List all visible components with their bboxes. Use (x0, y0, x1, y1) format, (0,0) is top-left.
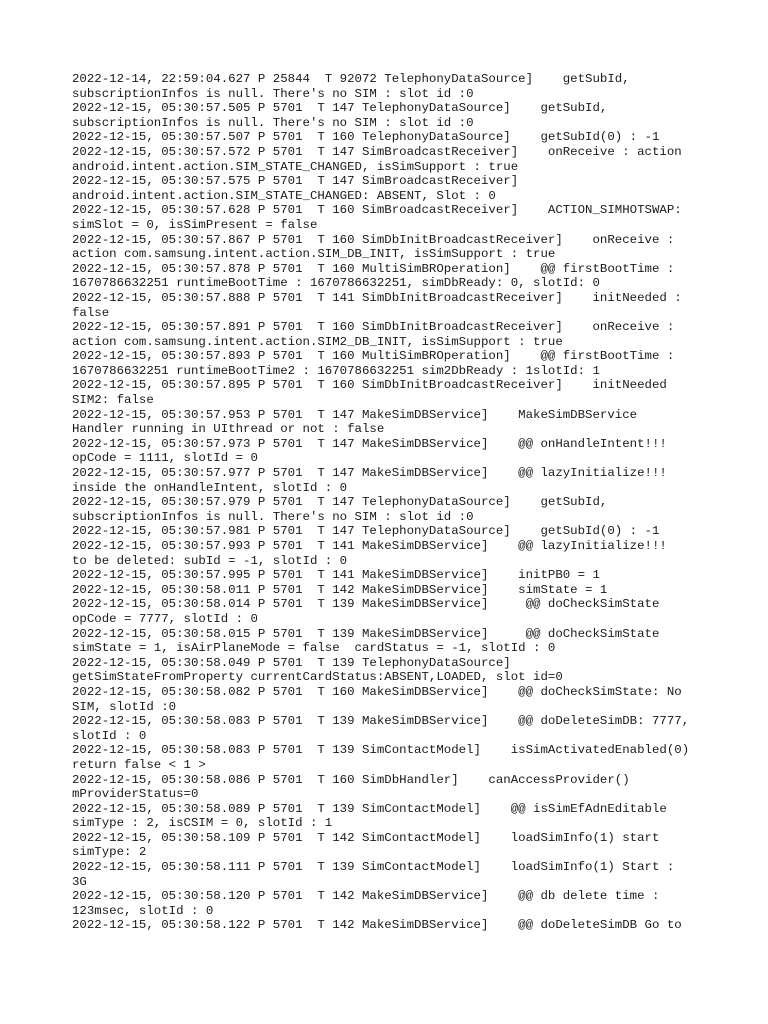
log-line: 2022-12-15, 05:30:58.120 P 5701 T 142 MakeSimDBService] @@ db delete time : (72, 889, 660, 904)
log-line: 2022-12-15, 05:30:57.981 P 5701 T 147 TelephonyDataSource] getSubId(0) : -1 (72, 524, 660, 539)
log-line: subscriptionInfos is null. There's no SIM : slot id :0 (72, 86, 474, 101)
log-line: 2022-12-15, 05:30:57.505 P 5701 T 147 TelephonyDataSource] getSubId, (72, 101, 608, 116)
log-line: 2022-12-15, 05:30:58.086 P 5701 T 160 SimDbHandler] canAccessProvider() (72, 772, 630, 787)
log-line: 2022-12-15, 05:30:57.888 P 5701 T 141 SimDbInitBroadcastReceiver] initNeeded : (72, 290, 682, 305)
log-line: simState = 1, isAirPlaneMode = false cardStatus = -1, slotId : 0 (72, 641, 556, 656)
log-line: subscriptionInfos is null. There's no SIM : slot id :0 (72, 115, 474, 130)
log-line: 2022-12-15, 05:30:58.083 P 5701 T 139 MakeSimDBService] @@ doDeleteSimDB: 7777, (72, 714, 690, 729)
log-line: 2022-12-15, 05:30:58.015 P 5701 T 139 MakeSimDBService] @@ doCheckSimState (72, 626, 660, 641)
log-line: return false < 1 > (72, 757, 206, 772)
log-line: Handler running in UIthread or not : false (72, 422, 385, 437)
log-line: 2022-12-15, 05:30:58.111 P 5701 T 139 SimContactModel] loadSimInfo(1) Start : (72, 860, 675, 875)
log-line: 2022-12-15, 05:30:57.979 P 5701 T 147 TelephonyDataSource] getSubId, (72, 495, 608, 510)
log-line: 2022-12-15, 05:30:57.993 P 5701 T 141 MakeSimDBService] @@ lazyInitialize!!! (72, 539, 667, 553)
log-line: 2022-12-15, 05:30:58.109 P 5701 T 142 SimContactModel] loadSimInfo(1) start (72, 830, 660, 845)
log-line: 2022-12-15, 05:30:57.977 P 5701 T 147 MakeSimDBService] @@ lazyInitialize!!! (72, 466, 667, 481)
log-line: SIM, slotId :0 (72, 699, 177, 714)
log-line: slotId : 0 (72, 728, 147, 743)
log-line: 2022-12-15, 05:30:58.082 P 5701 T 160 MakeSimDBService] @@ doCheckSimState: No (72, 684, 682, 699)
log-line: subscriptionInfos is null. There's no SIM : slot id :0 (72, 509, 474, 524)
log-line: action com.samsung.intent.action.SIM_DB_INIT, isSimSupport : true (72, 247, 556, 262)
log-line: to be deleted: subId = -1, slotId : 0 (72, 553, 348, 568)
log-line: 2022-12-15, 05:30:58.014 P 5701 T 139 MakeSimDBService] @@ doCheckSimState (72, 597, 660, 612)
log-line: simType: 2 (72, 845, 147, 860)
log-line: 2022-12-15, 05:30:57.953 P 5701 T 147 MakeSimDBService] MakeSimDBService (72, 407, 638, 422)
log-line: 2022-12-15, 05:30:57.891 P 5701 T 160 SimDbInitBroadcastReceiver] onReceive : (72, 320, 675, 335)
log-document (72, 72, 712, 933)
log-line: 2022-12-14, 22:59:04.627 P 25844 T 92072 TelephonyDataSource] getSubId, (72, 72, 630, 86)
log-line: 2022-12-15, 05:30:57.867 P 5701 T 160 SimDbInitBroadcastReceiver] onReceive : (72, 232, 675, 247)
log-line: opCode = 7777, slotId : 0 (72, 611, 258, 626)
log-line: inside the onHandleIntent, slotId : 0 (72, 480, 348, 495)
log-line: 2022-12-15, 05:30:58.083 P 5701 T 139 SimContactModel] isSimActivatedEnabled(0) (72, 743, 690, 758)
log-line: 2022-12-15, 05:30:57.575 P 5701 T 147 SimBroadcastReceiver] (72, 174, 519, 189)
log-line: false (72, 305, 110, 320)
log-line: simSlot = 0, isSimPresent = false (72, 217, 318, 232)
log-line: 123msec, slotId : 0 (72, 903, 214, 918)
log-line: 2022-12-15, 05:30:57.628 P 5701 T 160 SimBroadcastReceiver] ACTION_SIMHOTSWAP: (72, 203, 682, 218)
log-line: 1670786632251 runtimeBootTime : 1670786632251, simDbReady: 0, slotId: 0 (72, 276, 600, 291)
log-line: android.intent.action.SIM_STATE_CHANGED: ABSENT, Slot : 0 (72, 188, 496, 203)
log-line: 2022-12-15, 05:30:57.973 P 5701 T 147 MakeSimDBService] @@ onHandleIntent!!! (72, 436, 667, 451)
log-line: simType : 2, isCSIM = 0, slotId : 1 (72, 816, 333, 831)
log-line: 2022-12-15, 05:30:58.089 P 5701 T 139 SimContactModel] @@ isSimEfAdnEditable (72, 801, 667, 816)
log-line: 2022-12-15, 05:30:58.011 P 5701 T 142 MakeSimDBService] simState = 1 (72, 582, 608, 597)
log-line: 2022-12-15, 05:30:57.995 P 5701 T 141 MakeSimDBService] initPB0 = 1 (72, 568, 600, 583)
log-line: 2022-12-15, 05:30:57.507 P 5701 T 160 TelephonyDataSource] getSubId(0) : -1 (72, 130, 660, 145)
log-line: 2022-12-15, 05:30:58.122 P 5701 T 142 MakeSimDBService] @@ doDeleteSimDB Go to (72, 918, 682, 933)
log-line: mProviderStatus=0 (72, 787, 199, 802)
log-line: 1670786632251 runtimeBootTime2 : 1670786632251 sim2DbReady : 1slotId: 1 (72, 363, 600, 378)
log-line: getSimStateFromProperty currentCardStatus:ABSENT,LOADED, slot id=0 (72, 670, 563, 685)
log-line: SIM2: false (72, 393, 154, 408)
log-line: action com.samsung.intent.action.SIM2_DB_INIT, isSimSupport : true (72, 334, 563, 349)
log-line: 2022-12-15, 05:30:57.893 P 5701 T 160 MultiSimBROperation] @@ firstBootTime : (72, 349, 675, 364)
log-line: 2022-12-15, 05:30:57.895 P 5701 T 160 SimDbInitBroadcastReceiver] initNeeded (72, 378, 667, 393)
log-line: 2022-12-15, 05:30:58.049 P 5701 T 139 TelephonyDataSource] (72, 655, 511, 670)
log-line: 2022-12-15, 05:30:57.878 P 5701 T 160 MultiSimBROperation] @@ firstBootTime : (72, 261, 675, 276)
log-line: 2022-12-15, 05:30:57.572 P 5701 T 147 SimBroadcastReceiver] onReceive : action (72, 144, 682, 159)
log-line: opCode = 1111, slotId = 0 (72, 451, 258, 466)
log-line: android.intent.action.SIM_STATE_CHANGED, isSimSupport : true (72, 159, 519, 174)
log-line: 3G (72, 874, 87, 889)
